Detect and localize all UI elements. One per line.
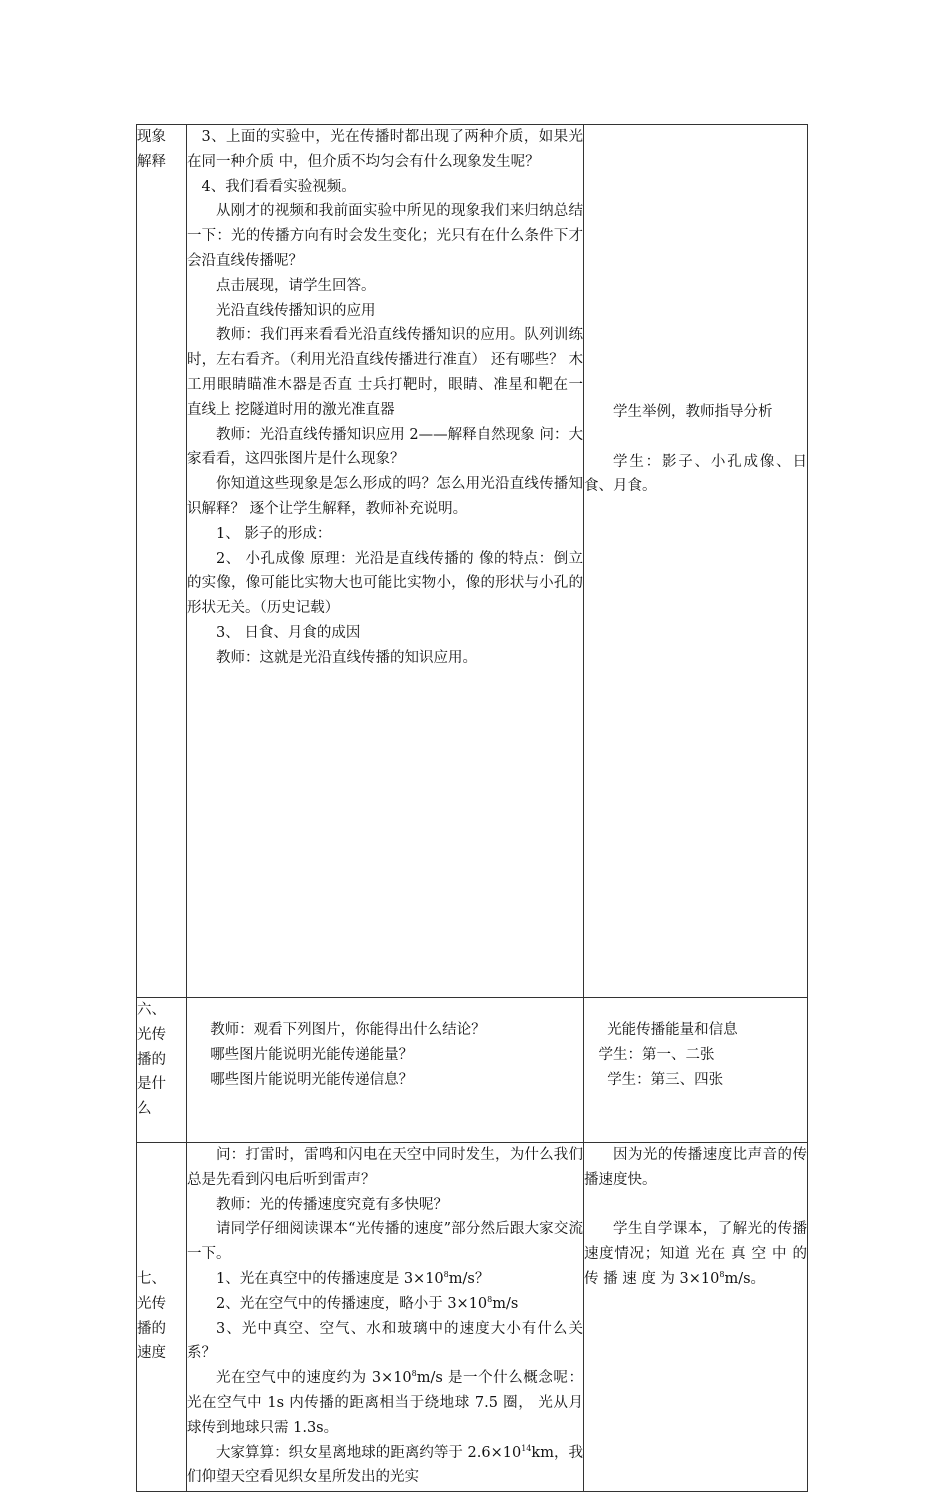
teaching-paragraph: 光沿直线传播知识的应用 [216,302,376,319]
student-paragraph: 学生举例，教师指导分析 [613,404,773,420]
teaching-paragraph: 请同学仔细阅读课本“光传播的速度”部分然后跟大家交流一下。 [187,1221,583,1263]
table-row [137,125,808,998]
teaching-paragraph: 教师：光沿直线传播知识应用 2——解释自然现象 问：大家看看，这四张图片是什么现象？ [187,426,583,468]
student-paragraph: 光能传播能量和信息 [607,1022,738,1038]
row-label-line: 光传 [137,1295,166,1312]
teaching-paragraph: 点击展现，请学生回答。 [216,277,376,294]
teaching-paragraph: 3、上面的实验中，光在传播时都出现了两种介质，如果光在同一种介质 中，但介质不均匀会有什么现象发生呢？ [187,129,583,170]
student-activity [584,125,808,998]
lesson-plan-table [136,124,808,1492]
teaching-paragraph: 教师：我们再来看看光沿直线传播知识的应用。队列训练时，左右看齐。（利用光沿直线传播进行准直） 还有哪些？ 木工用眼睛瞄准木器是否直 士兵打靶时，眼睛、准星和靶在一直线上 挖隧道时用的激光准直器 [187,327,583,418]
teaching-paragraph: 3、 日食、月食的成因 [216,624,361,641]
teaching-content [187,1143,584,1492]
row-label-line: 七、 [137,1270,166,1287]
row-label-line [137,1217,186,1242]
row-label-line [137,1168,186,1193]
student-activity [584,998,808,1143]
teaching-paragraph: 4、我们看看实验视频。 [201,178,356,195]
row-label-line: 现象 [137,129,166,145]
teaching-paragraph: 教师：光的传播速度究竟有多快呢？ [216,1196,448,1213]
row-label-line: 六、 [137,1002,166,1018]
row-label-line: 播的 [137,1051,166,1068]
student-paragraph: 学生：第三、四张 [607,1071,724,1088]
student-paragraph: 因为光的传播速度比声音的传播速度快。 [584,1147,807,1188]
teaching-paragraph: 教师：观看下列图片，你能得出什么结论？ [210,1022,486,1038]
row-label [137,998,187,1143]
student-paragraph: 学生：第一、二张 [598,1046,715,1063]
student-paragraph: 学生自学课本，了解光的传播速度情况；知道 光在 真 空 中 的 传 播 速 度 为 $3\times 10^8m/s$。 [584,1221,807,1287]
teaching-paragraph: 大家算算：织女星离地球的距离约等于 $2.6\times 10^{14}km$，我们仰望天空看见织女星所发出的光实 [187,1443,583,1486]
teaching-paragraph: 1、光在真空中的传播速度是 $3\times 10^8m/s$？ [216,1269,490,1287]
teaching-content [187,125,584,998]
teaching-paragraph: 从刚才的视频和我前面实验中所见的现象我们来归纳总结一下：光的传播方向有时会发生变化；光只有在什么条件下才会沿直线传播呢？ [187,203,583,269]
teaching-content [187,998,584,1143]
row-label-line: 解释 [137,153,166,170]
row-label-line: 么 [137,1101,152,1118]
teaching-paragraph: 1、 影子的形成： [216,525,332,542]
teaching-paragraph: 2、 小孔成像 原理：光沿是直线传播的 像的特点：倒立的实像，像可能比实物大也可能比实物小，像的形状与小孔的形状无关。（历史记载） [187,550,583,617]
row-label-line [137,1193,186,1218]
table-row [137,1143,808,1492]
teaching-paragraph: 你知道这些现象是怎么形成的吗？怎么用光沿直线传播知识解释？ 逐个让学生解释，教师补充说明。 [187,476,583,517]
table-row [137,998,808,1143]
student-paragraph [584,1193,807,1218]
row-label-line: 播的 [137,1320,166,1337]
student-activity [584,1143,808,1492]
row-label-line: 是什 [137,1076,166,1093]
teaching-paragraph: 3、光中真空、空气、水和玻璃中的速度大小有什么关系？ [187,1320,583,1362]
student-paragraph [584,425,807,450]
teaching-paragraph: 问：打雷时，雷鸣和闪电在天空中同时发生，为什么我们总是先看到闪电后听到雷声？ [187,1147,583,1188]
teaching-paragraph: 2、光在空气中的传播速度，略小于 $3\times 10^8m/s$ [216,1294,519,1312]
row-label-line: 速度 [137,1345,166,1362]
teaching-paragraph: 哪些图片能说明光能传递能量？ [210,1046,414,1063]
teaching-paragraph: 教师：这就是光沿直线传播的知识应用。 [216,649,477,666]
row-label-line [137,1143,186,1168]
row-label [137,125,187,998]
row-label-line: 光传 [137,1026,166,1043]
teaching-paragraph: 光在空气中的速度约为 $3\times 10^8m/s$ 是一个什么概念呢：光在空气中 1s 内传播的距离相当于绕地球 7.5 圈， 光从月球传到地球只需 1.3s。 [187,1369,583,1436]
student-paragraph: 学生：影子、小孔成像、日食、月食。 [584,453,807,495]
teaching-paragraph: 哪些图片能说明光能传递信息？ [210,1071,414,1088]
row-label-line [137,1242,186,1267]
row-label [137,1143,187,1492]
